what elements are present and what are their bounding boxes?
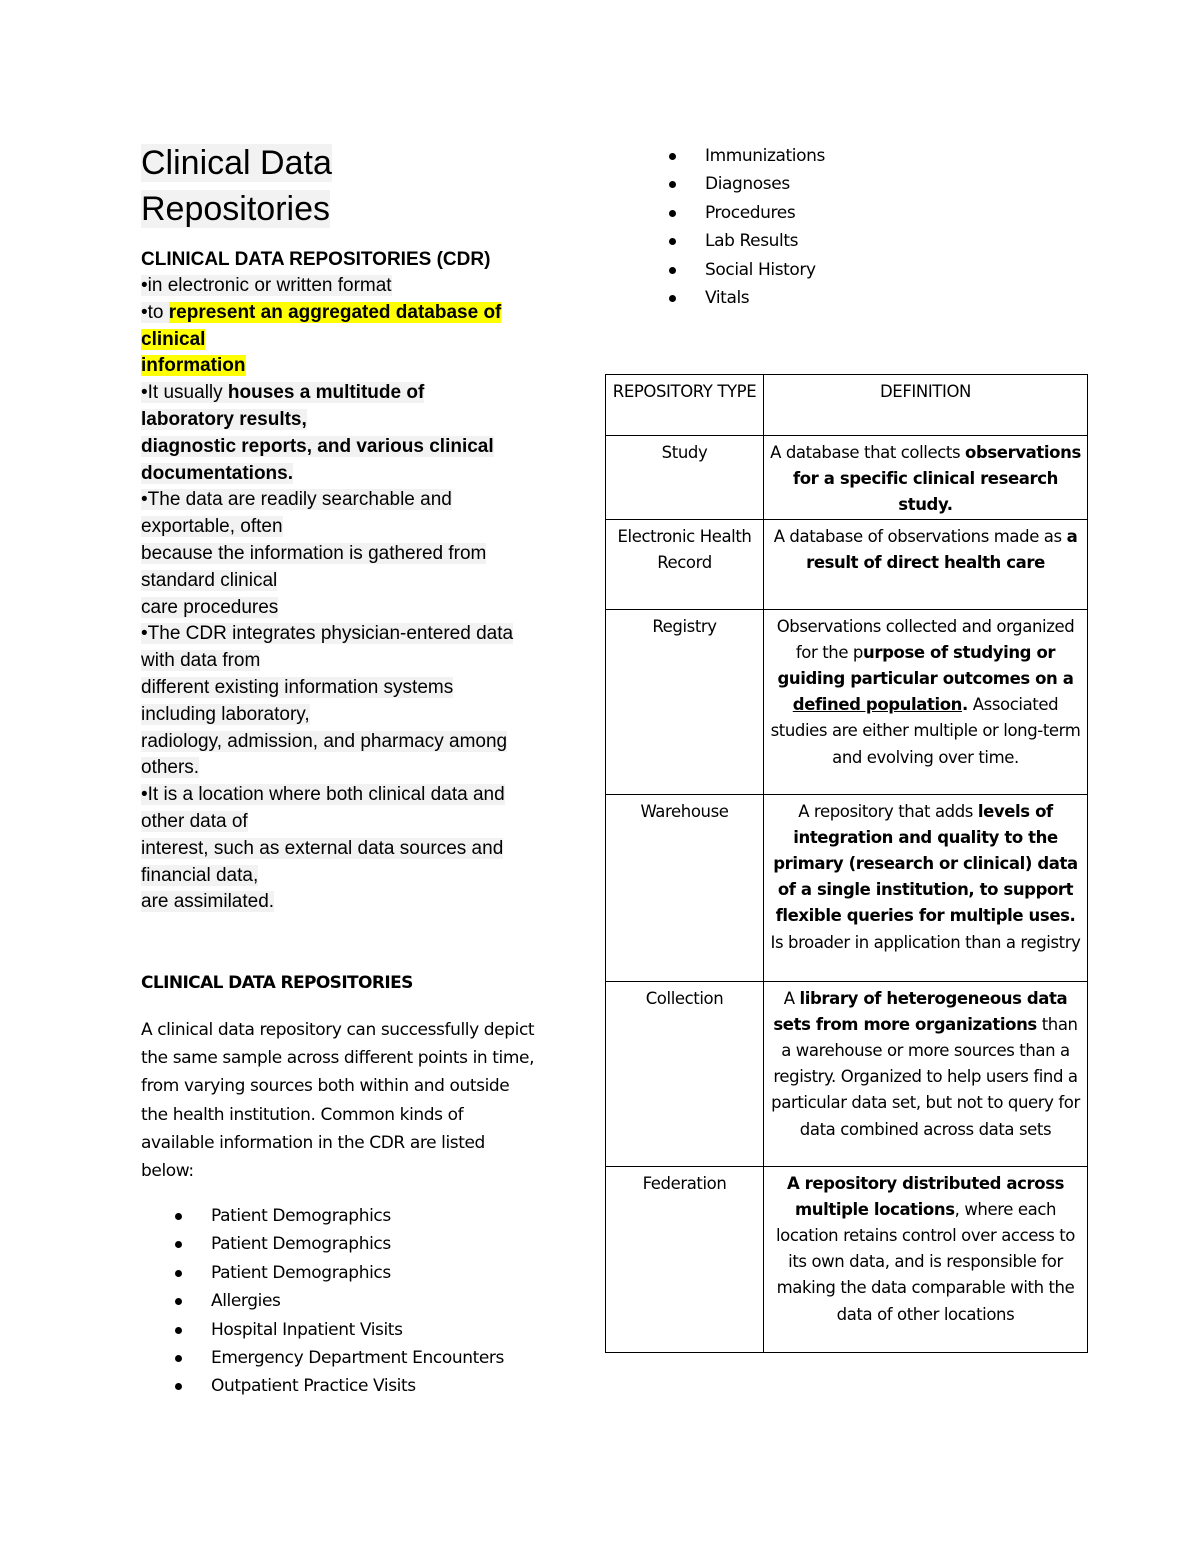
cdr-bullets [141,273,571,916]
definition-cell [764,981,1088,1166]
definition-text: Observations collected and organized for the p [776,616,1075,662]
definition-cell [764,1166,1088,1352]
list-item: Social History [669,256,825,284]
table-row [606,794,1088,981]
definition-text: A database of observations made as [773,526,1067,546]
table-row [606,1166,1088,1352]
definition-bold: urpose of studying or guiding particular outcomes on a [777,642,1074,689]
type-cell: Collection [606,981,764,1166]
cdr-line: others. [141,757,200,779]
list-item: Diagnoses [669,170,825,198]
cdr-line: including laboratory, [141,703,310,725]
list-item: Lab Results [669,227,825,255]
cdr-bullet-aggregated-prefix: •to [141,301,169,323]
page-title-line1: Clinical Data [141,144,332,182]
type-cell: Warehouse [606,794,764,981]
cdr-bold-1: houses a multitude of [227,382,425,404]
cdr-line: financial data, [141,864,259,886]
table-row [606,436,1088,520]
cdr-line: with data from [141,650,261,672]
list-item: Vitals [669,284,825,312]
definition-text: Is broader in application than a registry [770,932,1081,952]
definition-text: A [783,988,800,1008]
cdr-line: •The CDR integrates physician-entered data [141,623,514,645]
header-definition: DEFINITION [764,375,1088,436]
definition-text: A database that collects [770,443,966,462]
paragraph-line: below: [141,1161,194,1182]
page-title [141,140,571,232]
cdr-bold-4: documentations. [141,462,294,484]
paragraph-line: the health institution. Common kinds of [141,1104,464,1125]
table-row [606,981,1088,1166]
definition-cell [764,436,1088,520]
paragraph-line: the same sample across different points in time, [141,1048,535,1069]
paragraph-line: A clinical data repository can successfully depict [141,1020,535,1040]
list-item: Procedures [669,199,825,227]
definition-cell [764,609,1088,794]
cdr-bullet-format: •in electronic or written format [141,275,392,296]
section2-heading: CLINICAL DATA REPOSITORIES [141,973,413,993]
definition-bold: A repository distributed across multiple locations [786,1173,1065,1219]
cdr-line: are assimilated. [141,891,275,913]
list-item: Hospital Inpatient Visits [175,1316,504,1344]
definition-bold: a result of direct health care [806,526,1078,572]
cdr-line: different existing information systems [141,676,454,698]
cdr-heading: CLINICAL DATA REPOSITORIES (CDR) [141,249,491,270]
header-repository-type: REPOSITORY TYPE [606,375,764,436]
left-column [141,140,571,916]
definition-bold: levels of integration and quality to the primary (research or clinical) data of a single institution, to support flexible queries for multiple uses. [773,801,1078,926]
list-item: Emergency Department Encounters [175,1344,504,1372]
type-cell: Electronic Health Record [606,519,764,609]
list-item: Patient Demographics [175,1202,504,1230]
definition-text: than a warehouse or more sources than a registry. Organized to help users find a particular data set, but not to query for data combined across data sets [771,1014,1080,1139]
info-list-right [669,142,825,312]
cdr-bullet-houses-prefix: •It usually [141,382,228,404]
cdr-bold-2: laboratory results, [141,408,307,430]
cdr-line: radiology, admission, and pharmacy among [141,730,508,752]
cdr-highlight-2: clinical [141,328,206,350]
list-item: Outpatient Practice Visits [175,1372,504,1400]
list-item: Patient Demographics [175,1230,504,1258]
section2-paragraph [141,1016,571,1185]
cdr-line: exportable, often [141,516,283,538]
definition-cell [764,519,1088,609]
table-row [606,609,1088,794]
cdr-line: •The data are readily searchable and [141,489,452,511]
definition-bold: library of heterogeneous data sets from more organizations [773,988,1068,1034]
info-list-left [175,1202,504,1401]
list-item: Immunizations [669,142,825,170]
cdr-bold-3: diagnostic reports, and various clinical [141,435,494,457]
definition-text: Associated studies are either multiple or long-term and evolving over time. [770,695,1081,767]
table-header-row [606,375,1088,436]
cdr-line: other data of [141,810,248,832]
list-item: Patient Demographics [175,1259,504,1287]
cdr-line: •It is a location where both clinical data and [141,784,505,806]
page-title-line2: Repositories [141,190,330,228]
definition-text: , where each location retains control over access to its own data, and is responsible for making the data comparable with the data of other locations [775,1199,1076,1324]
repository-table [605,374,1088,1353]
paragraph-line: available information in the CDR are listed [141,1132,485,1153]
cdr-highlight-1: represent an aggregated database of [168,301,502,323]
definition-underline: defined population [792,695,963,715]
cdr-highlight-3: information [141,355,246,377]
definition-text: A repository that adds [798,801,978,821]
definition-bold: . [962,695,968,715]
type-cell: Federation [606,1166,764,1352]
cdr-line: care procedures [141,596,279,618]
definition-cell [764,794,1088,981]
list-item: Allergies [175,1287,504,1315]
definition-bold: observations for a specific clinical research study. [792,443,1081,515]
type-cell: Registry [606,609,764,794]
cdr-line: interest, such as external data sources and [141,837,504,859]
type-cell: Study [606,436,764,520]
table-row [606,519,1088,609]
paragraph-line: from varying sources both within and outside [141,1076,510,1097]
cdr-line: because the information is gathered from [141,542,487,564]
cdr-line: standard clinical [141,569,278,591]
